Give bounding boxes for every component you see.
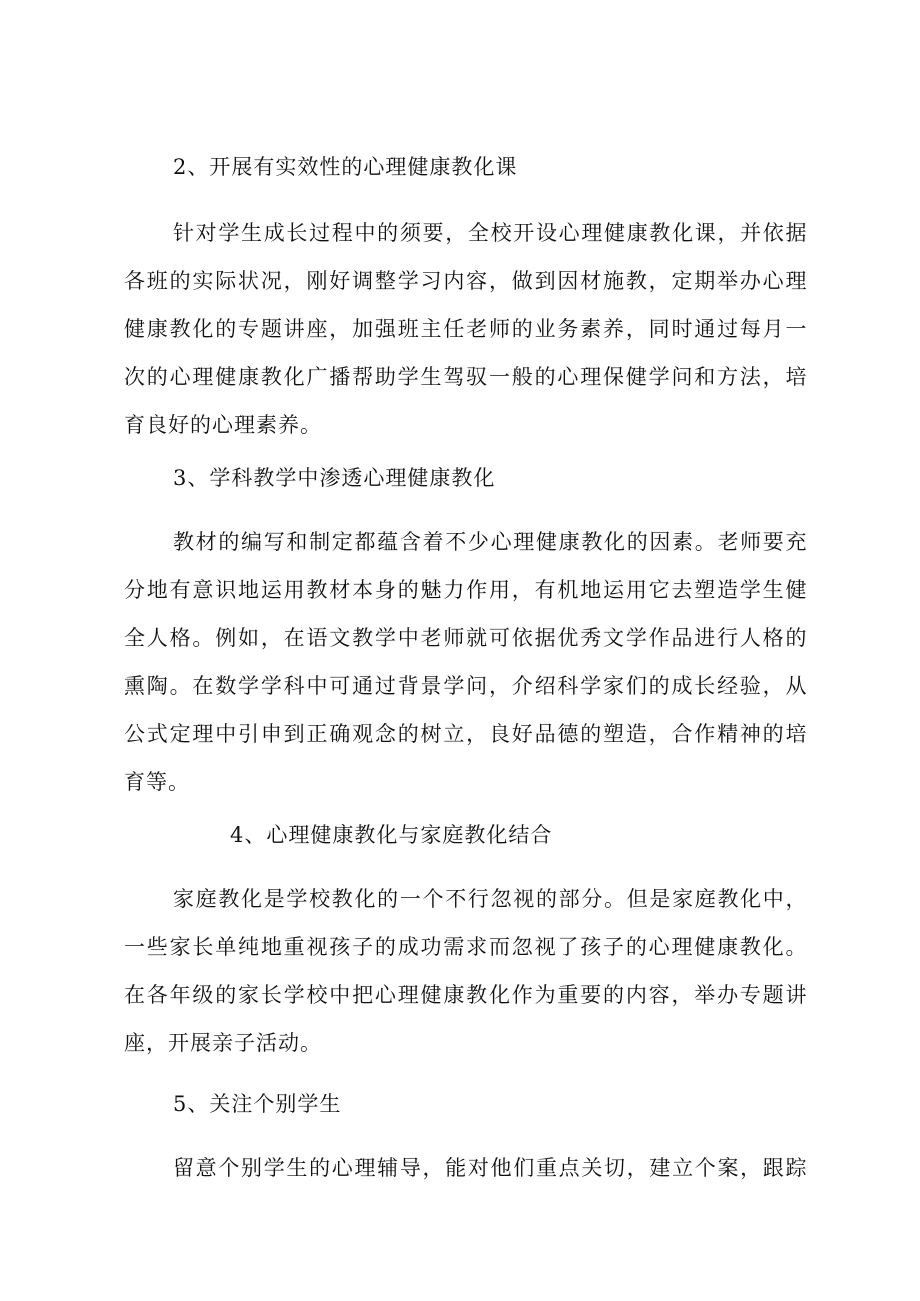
section-heading-3: 3、学科教学中渗透心理健康教化 xyxy=(173,466,496,490)
paragraph-line: 各班的实际状况，刚好调整学习内容，做到因材施教，定期举办心理 xyxy=(124,269,807,293)
paragraph-line: 针对学生成长过程中的须要，全校开设心理健康教化课，并依据 xyxy=(173,221,807,245)
paragraph-line: 育良好的心理素养。 xyxy=(124,413,322,437)
section-heading-2: 2、开展有实效性的心理健康教化课 xyxy=(173,155,518,179)
paragraph-line: 家庭教化是学校教化的一个不行忽视的部分。但是家庭教化中， xyxy=(173,887,807,911)
section-heading-4: 4、心理健康教化与家庭教化结合 xyxy=(230,823,553,847)
paragraph-line: 全人格。例如，在语文教学中老师就可依据优秀文学作品进行人格的 xyxy=(124,626,807,650)
paragraph-line: 教材的编写和制定都蕴含着不少心理健康教化的因素。老师要充 xyxy=(173,530,807,554)
paragraph-line: 熏陶。在数学学科中可通过背景学问，介绍科学家们的成长经验，从 xyxy=(124,674,807,698)
paragraph-line: 分地有意识地运用教材本身的魅力作用，有机地运用它去塑造学生健 xyxy=(124,578,807,602)
paragraph-line: 次的心理健康教化广播帮助学生驾驭一般的心理保健学问和方法，培 xyxy=(124,365,807,389)
paragraph-line: 公式定理中引申到正确观念的树立，良好品德的塑造，合作精神的培 xyxy=(124,722,807,746)
paragraph-line: 在各年级的家长学校中把心理健康教化作为重要的内容，举办专题讲 xyxy=(124,983,807,1007)
paragraph-line: 留意个别学生的心理辅导，能对他们重点关切，建立个案，跟踪 xyxy=(173,1156,807,1180)
paragraph-line: 育等。 xyxy=(124,770,190,794)
paragraph-line: 座，开展亲子活动。 xyxy=(124,1031,322,1055)
paragraph-line: 健康教化的专题讲座，加强班主任老师的业务素养，同时通过每月一 xyxy=(124,317,807,341)
section-heading-5: 5、关注个别学生 xyxy=(173,1092,342,1116)
paragraph-line: 一些家长单纯地重视孩子的成功需求而忽视了孩子的心理健康教化。 xyxy=(124,935,807,959)
